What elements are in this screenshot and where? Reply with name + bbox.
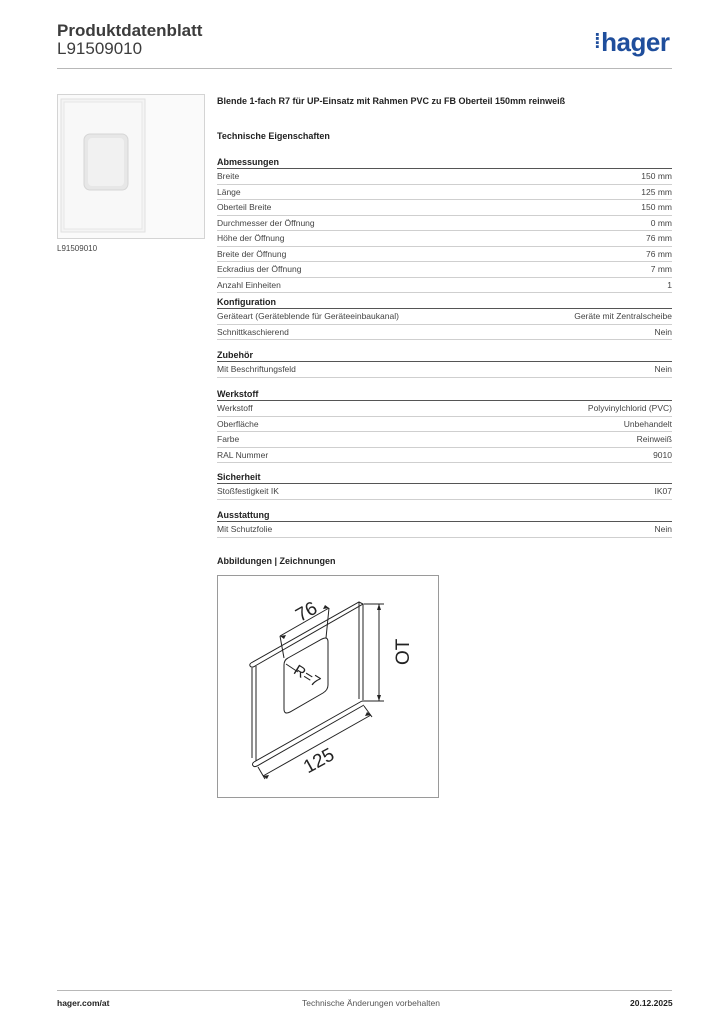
logo-text: hager (601, 27, 670, 57)
section-title: Zubehör (217, 349, 672, 362)
footer-divider (57, 990, 672, 991)
spec-row (217, 231, 672, 247)
dim-width-label: 76 (292, 597, 322, 627)
spec-value: 0 mm (650, 217, 672, 228)
spec-row (217, 185, 672, 201)
spec-value: Nein (654, 524, 672, 534)
spec-value: 150 mm (641, 171, 672, 181)
section-configuration (217, 296, 672, 340)
dimension-drawing (218, 576, 438, 797)
spec-value: IK07 (654, 486, 672, 496)
section-title: Ausstattung (217, 509, 672, 522)
document-title: Produktdatenblatt (57, 21, 203, 40)
spec-label: Schnittkaschierend (217, 326, 289, 337)
spec-value: Geräte mit Zentralscheibe (574, 311, 672, 321)
footer-disclaimer: Technische Änderungen vorbehalten (302, 998, 440, 1008)
spec-row (217, 216, 672, 232)
spec-label: Anzahl Einheiten (217, 279, 281, 290)
section-material (217, 388, 672, 463)
technical-drawing (217, 575, 439, 798)
header-divider (57, 68, 672, 69)
spec-label: Durchmesser der Öffnung (217, 217, 315, 228)
spec-row (217, 200, 672, 216)
spec-value: Polyvinylchlorid (PVC) (587, 403, 672, 413)
spec-label: Höhe der Öffnung (217, 233, 285, 243)
dim-radius-label: R=7 (290, 661, 324, 691)
spec-label: Länge (217, 186, 241, 197)
spec-row (217, 417, 672, 433)
dim-length-label: 125 (300, 744, 339, 779)
spec-label: Oberteil Breite (217, 202, 272, 212)
spec-row (217, 448, 672, 464)
spec-value: 7 mm (650, 264, 672, 274)
spec-value: Nein (654, 364, 672, 374)
spec-label: Mit Schutzfolie (217, 524, 273, 534)
spec-row (217, 522, 672, 538)
section-title: Konfiguration (217, 296, 672, 309)
spec-value: 9010 (653, 449, 672, 460)
spec-row (217, 401, 672, 417)
section-title: Sicherheit (217, 471, 672, 484)
spec-label: Oberfläche (217, 418, 259, 429)
spec-row (217, 169, 672, 185)
spec-row (217, 362, 672, 378)
product-code: L91509010 (57, 39, 143, 58)
drawings-heading: Abbildungen | Zeichnungen (217, 556, 336, 566)
footer-date: 20.12.2025 (630, 998, 673, 1008)
spec-value: Nein (654, 326, 672, 337)
spec-row (217, 325, 672, 341)
spec-value: Unbehandelt (623, 418, 672, 429)
spec-row (217, 262, 672, 278)
section-title: Abmessungen (217, 156, 672, 169)
spec-value: 150 mm (641, 202, 672, 212)
logo-dots-icon: ⁞ (594, 31, 601, 53)
product-thumbnail (57, 94, 205, 239)
spec-label: Mit Beschriftungsfeld (217, 364, 296, 374)
cover-plate-image (58, 95, 204, 238)
spec-row (217, 432, 672, 448)
spec-label: Eckradius der Öffnung (217, 264, 302, 274)
dim-height-label: OT (393, 638, 414, 665)
footer-website-link[interactable]: hager.com/at (57, 998, 110, 1008)
spec-label: Breite der Öffnung (217, 248, 287, 259)
spec-label: Farbe (217, 434, 240, 444)
spec-label: Werkstoff (217, 403, 253, 413)
spec-value: 76 mm (646, 233, 672, 243)
section-equipment (217, 509, 672, 538)
section-title: Werkstoff (217, 388, 672, 401)
technical-properties-heading: Technische Eigenschaften (217, 131, 330, 141)
spec-row (217, 309, 672, 325)
spec-value: 76 mm (646, 248, 672, 259)
spec-label: Stoßfestigkeit IK (217, 486, 279, 496)
spec-row (217, 278, 672, 294)
section-safety (217, 471, 672, 500)
spec-label: Geräteart (Geräteblende für Geräteeinbaukanal) (217, 311, 399, 321)
spec-label: RAL Nummer (217, 449, 269, 460)
spec-value: Reinweiß (636, 434, 672, 444)
spec-label: Breite (217, 171, 240, 181)
section-dimensions (217, 156, 672, 293)
section-accessories (217, 349, 672, 378)
spec-value: 125 mm (641, 186, 672, 197)
spec-row (217, 484, 672, 500)
spec-value: 1 (667, 279, 672, 290)
hager-logo (594, 27, 669, 58)
spec-row (217, 247, 672, 263)
product-title: Blende 1-fach R7 für UP-Einsatz mit Rahmen PVC zu FB Oberteil 150mm reinweiß (217, 96, 566, 106)
thumbnail-caption: L91509010 (57, 244, 98, 253)
